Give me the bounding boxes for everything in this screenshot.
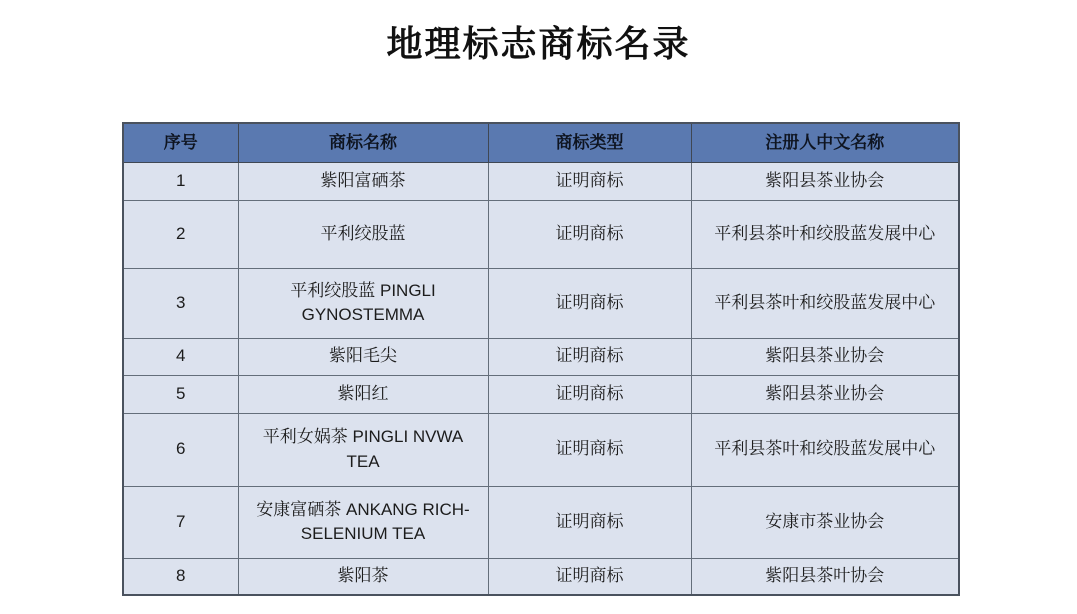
cell-name: 平利绞股蓝 PINGLI GYNOSTEMMA <box>238 268 488 338</box>
cell-registrant: 紫阳县茶业协会 <box>691 338 959 375</box>
cell-type: 证明商标 <box>488 338 691 375</box>
table-row <box>123 375 959 413</box>
cell-name: 平利绞股蓝 <box>238 200 488 268</box>
table-row <box>123 486 959 558</box>
cell-registrant: 紫阳县茶业协会 <box>691 375 959 413</box>
cell-name: 平利女娲茶 PINGLI NVWA TEA <box>238 413 488 486</box>
col-header-name: 商标名称 <box>238 123 488 162</box>
cell-name: 紫阳茶 <box>238 558 488 595</box>
cell-registrant: 紫阳县茶业协会 <box>691 162 959 200</box>
col-header-registrant: 注册人中文名称 <box>691 123 959 162</box>
cell-type: 证明商标 <box>488 375 691 413</box>
cell-registrant: 平利县茶叶和绞股蓝发展中心 <box>691 200 959 268</box>
cell-name: 安康富硒茶 ANKANG RICH-SELENIUM TEA <box>238 486 488 558</box>
cell-type: 证明商标 <box>488 486 691 558</box>
cell-registrant: 安康市茶业协会 <box>691 486 959 558</box>
table-row <box>123 200 959 268</box>
trademark-table <box>122 122 960 596</box>
table-row <box>123 413 959 486</box>
table-row <box>123 338 959 375</box>
cell-type: 证明商标 <box>488 200 691 268</box>
cell-name: 紫阳富硒茶 <box>238 162 488 200</box>
cell-registrant: 紫阳县茶叶协会 <box>691 558 959 595</box>
cell-type: 证明商标 <box>488 413 691 486</box>
cell-name: 紫阳红 <box>238 375 488 413</box>
cell-index: 3 <box>123 268 238 338</box>
table-header-row <box>123 123 959 162</box>
cell-index: 1 <box>123 162 238 200</box>
page-title: 地理标志商标名录 <box>386 23 691 64</box>
cell-index: 4 <box>123 338 238 375</box>
cell-index: 6 <box>123 413 238 486</box>
table-row <box>123 268 959 338</box>
cell-registrant: 平利县茶叶和绞股蓝发展中心 <box>691 413 959 486</box>
cell-registrant: 平利县茶叶和绞股蓝发展中心 <box>691 268 959 338</box>
cell-type: 证明商标 <box>488 268 691 338</box>
table-row <box>123 558 959 595</box>
cell-index: 5 <box>123 375 238 413</box>
cell-index: 8 <box>123 558 238 595</box>
cell-index: 2 <box>123 200 238 268</box>
col-header-index: 序号 <box>123 123 238 162</box>
cell-type: 证明商标 <box>488 162 691 200</box>
cell-index: 7 <box>123 486 238 558</box>
table-row <box>123 162 959 200</box>
cell-type: 证明商标 <box>488 558 691 595</box>
cell-name: 紫阳毛尖 <box>238 338 488 375</box>
col-header-type: 商标类型 <box>488 123 691 162</box>
